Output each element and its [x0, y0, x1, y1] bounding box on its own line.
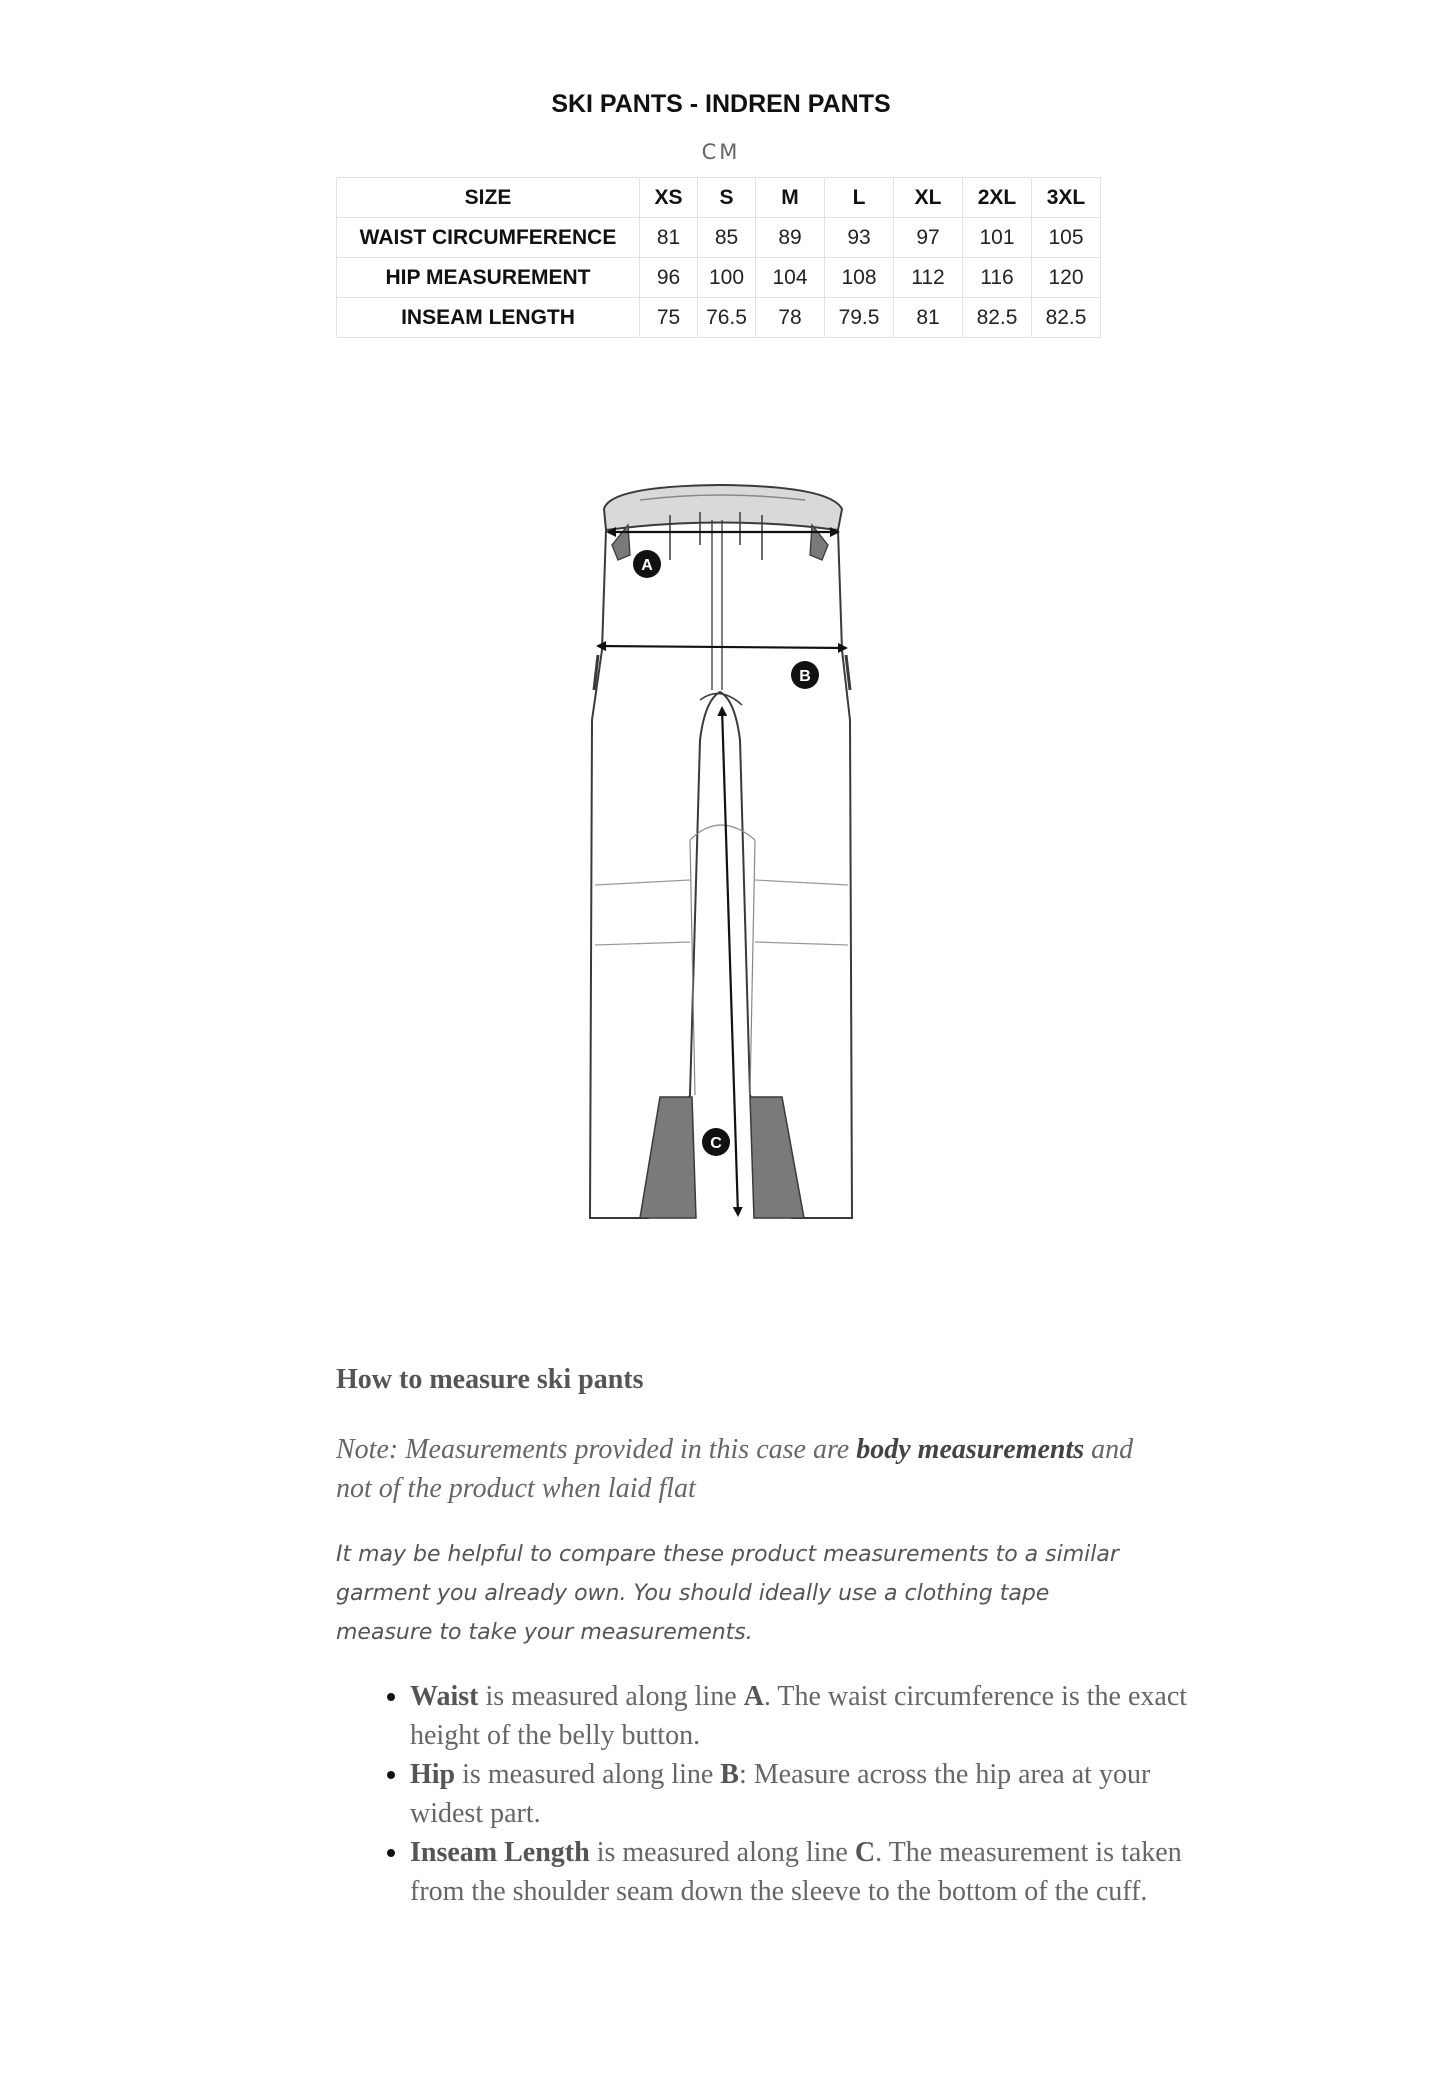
table-cell: 75: [640, 298, 698, 338]
list-item: [410, 1833, 1210, 1911]
size-table: [336, 177, 1101, 338]
item-letter: C: [854, 1837, 876, 1868]
table-cell: 96: [640, 258, 698, 298]
note-prefix: Note: Measurements provided in this case are: [336, 1434, 857, 1465]
row-label: INSEAM LENGTH: [337, 298, 640, 338]
waistband-shape: [604, 485, 842, 530]
pants-outline: [590, 485, 852, 1218]
table-cell: 104: [756, 258, 825, 298]
header-size-label: SIZE: [337, 178, 640, 218]
item-text: . The waist circumference is the exact height of the belly button.: [410, 1681, 1188, 1751]
row-label: WAIST CIRCUMFERENCE: [337, 218, 640, 258]
note-suffix: and not of the product when laid flat: [336, 1434, 1134, 1504]
right-cuff-panel: [750, 1097, 804, 1218]
header-size: 3XL: [1032, 178, 1101, 218]
table-row: [337, 298, 1101, 338]
item-text: is measured along line: [478, 1681, 744, 1712]
table-cell: 108: [825, 258, 894, 298]
header-size: L: [825, 178, 894, 218]
table-cell: 93: [825, 218, 894, 258]
item-text: . The measurement is taken from the shoulder seam down the sleeve to the bottom of the cuff.: [410, 1837, 1182, 1907]
item-text: is measured along line: [589, 1837, 855, 1868]
marker-c-label: C: [710, 1135, 722, 1152]
table-cell: 120: [1032, 258, 1101, 298]
table-cell: 100: [698, 258, 756, 298]
marker-b-label: B: [799, 668, 811, 685]
header-size: S: [698, 178, 756, 218]
table-row: [337, 258, 1101, 298]
table-cell: 81: [640, 218, 698, 258]
table-header-row: [337, 178, 1101, 218]
table-cell: 116: [963, 258, 1032, 298]
table-cell: 105: [1032, 218, 1101, 258]
table-cell: 81: [894, 298, 963, 338]
table-cell: 85: [698, 218, 756, 258]
table-cell: 78: [756, 298, 825, 338]
table-cell: 97: [894, 218, 963, 258]
item-term: Waist: [410, 1681, 479, 1712]
measurement-instructions: [336, 1677, 1210, 1911]
note-bold: body measurements: [856, 1434, 1085, 1465]
guide-heading: How to measure ski pants: [336, 1364, 644, 1395]
marker-a-label: A: [641, 557, 653, 574]
list-item: [410, 1755, 1210, 1833]
measurement-tip: It may be helpful to compare these product measurements to a similar garment you already own. You should ideally use a clothing tape measure to take your measurements.: [336, 1542, 1119, 1645]
item-text: is measured along line: [455, 1759, 721, 1790]
row-label: HIP MEASUREMENT: [337, 258, 640, 298]
header-size: 2XL: [963, 178, 1032, 218]
chart-title: SKI PANTS - INDREN PANTS: [551, 90, 891, 118]
header-size: XS: [640, 178, 698, 218]
item-letter: A: [743, 1681, 764, 1712]
item-term: Inseam Length: [410, 1837, 590, 1868]
table-cell: 79.5: [825, 298, 894, 338]
table-cell: 112: [894, 258, 963, 298]
table-cell: 76.5: [698, 298, 756, 338]
item-letter: B: [720, 1759, 739, 1790]
table-row: [337, 218, 1101, 258]
unit-label: CM: [701, 140, 741, 164]
header-size: XL: [894, 178, 963, 218]
list-item: [410, 1677, 1210, 1755]
table-cell: 101: [963, 218, 1032, 258]
measure-line-b: [598, 646, 846, 648]
measurement-note: [336, 1430, 1136, 1508]
item-term: Hip: [410, 1759, 456, 1790]
marker-b: [791, 661, 819, 689]
table-cell: 89: [756, 218, 825, 258]
item-text: : Measure across the hip area at your widest part.: [410, 1759, 1151, 1829]
left-cuff-panel: [640, 1097, 696, 1218]
marker-a: [633, 550, 661, 578]
header-size: M: [756, 178, 825, 218]
table-cell: 82.5: [963, 298, 1032, 338]
table-cell: 82.5: [1032, 298, 1101, 338]
marker-c: [702, 1128, 730, 1156]
